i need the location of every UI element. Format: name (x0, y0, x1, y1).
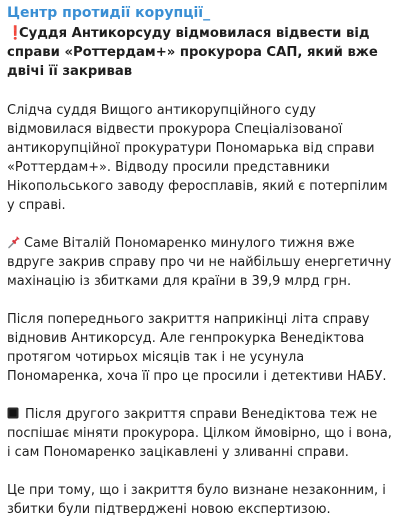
paragraph-2-text: Саме Віталій Пономаренко минулого тижня вже вдруге закрив справу про чи не найбільшу енергетичну махінацію із збитками для країни в 39,9 млрд грн. (7, 236, 392, 289)
post-headline (7, 24, 397, 81)
black-square-icon (7, 406, 19, 418)
exclamation-icon: ❗ (7, 26, 24, 41)
post-paragraph-5: Це при тому, що і закриття було визнане незаконним, і збитки були підтверджені новою експертизою. (7, 483, 386, 517)
headline-text: Суддя Антикорсуду відмовилася відвести від справи «Роттердам+» прокурора САП, який вже двічі її закривав (7, 26, 378, 79)
post-paragraph-4 (7, 405, 397, 462)
paragraph-4-text: Після другого закриття справи Венедіктова теж не поспішає міняти прокурора. Цілком ймовірно, що і вона, і сам Пономаренко зацікавлені у зливанні справи. (7, 407, 392, 460)
post-paragraph-2 (7, 234, 397, 291)
pushpin-icon (7, 235, 21, 249)
channel-name[interactable]: Центр протидії корупції_ (7, 5, 211, 21)
post-paragraph-3: Після попереднього закриття наприкінці літа справу відновив Антикорсуд. Але генпрокурка Венедіктова протягом чотирьох місяців так і не усунула Пономаренка, хоча її про це просили і детективи НАБУ. (7, 312, 387, 384)
post-paragraph-1: Слідча суддя Вищого антикорупційного суду відмовилася відвести прокурора Спеціалізованої антикорупційної прокуратури Пономарька від справи «Роттердам+». Відводу просили представники Нікопольського заводу феросплавів, який є потерпілим у справі. (7, 103, 388, 213)
